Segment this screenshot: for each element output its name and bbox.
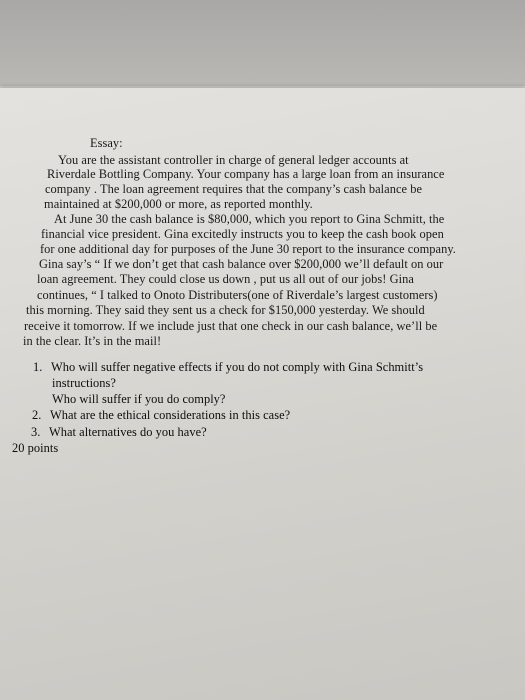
question-2 bbox=[32, 408, 290, 422]
essay-line: receive it tomorrow. If we include just that one check in our cash balance, we’ll be bbox=[24, 319, 438, 333]
essay-line: You are the assistant controller in charge of general ledger accounts at bbox=[58, 153, 409, 167]
points-label: 20 points bbox=[12, 441, 59, 455]
question-1 bbox=[33, 360, 423, 374]
essay-line: continues, “ I talked to Onoto Distributers(one of Riverdale’s largest customers) bbox=[37, 288, 438, 302]
question-text: What alternatives do you have? bbox=[49, 425, 207, 439]
essay-line: this morning. They said they sent us a check for $150,000 yesterday. We should bbox=[26, 303, 425, 317]
essay-line: maintained at $200,000 or more, as reported monthly. bbox=[44, 197, 313, 211]
question-1-continuation: instructions? bbox=[52, 376, 116, 390]
essay-line: financial vice president. Gina excitedly instructs you to keep the cash book open bbox=[41, 227, 444, 241]
essay-line: Gina say’s “ If we don’t get that cash balance over $200,000 we’ll default on our bbox=[39, 257, 444, 271]
question-number: 1. bbox=[33, 360, 43, 374]
essay-line: in the clear. It’s in the mail! bbox=[23, 334, 162, 348]
background-wall bbox=[0, 0, 525, 92]
essay-line: company . The loan agreement requires that the company’s cash balance be bbox=[45, 182, 423, 196]
essay-heading: Essay: bbox=[90, 136, 123, 150]
question-text: Who will suffer negative effects if you do not comply with Gina Schmitt’s bbox=[51, 360, 424, 374]
essay-line: At June 30 the cash balance is $80,000, which you report to Gina Schmitt, the bbox=[54, 212, 445, 226]
essay-line: Riverdale Bottling Company. Your company has a large loan from an insurance bbox=[47, 167, 445, 181]
question-number: 3. bbox=[31, 425, 41, 439]
essay-line: loan agreement. They could close us down , put us all out of our jobs! Gina bbox=[37, 272, 414, 286]
question-number: 2. bbox=[32, 408, 42, 422]
question-1-followup: Who will suffer if you do comply? bbox=[52, 392, 226, 406]
question-text: What are the ethical considerations in this case? bbox=[50, 408, 291, 422]
essay-line: for one additional day for purposes of the June 30 report to the insurance company. bbox=[40, 242, 456, 256]
question-3 bbox=[31, 425, 207, 439]
